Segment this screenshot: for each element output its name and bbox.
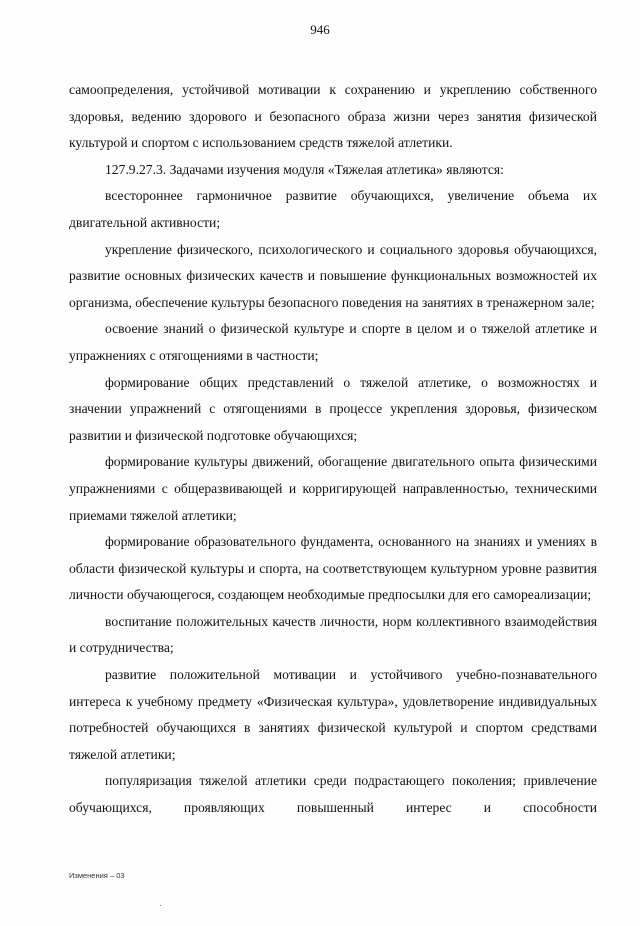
paragraph-task-6: формирование образовательного фундамента, основанного на знаниях и умениях в области физической культуры и спорта, на соответствующем культурном уровне развития личности обучающегося, создающем необходимые предпосылки для его самореализации;	[69, 534, 597, 603]
paragraph-tasks-heading: 127.9.27.3. Задачами изучения модуля «Тяжелая атлетика» являются:	[105, 161, 504, 177]
paragraph-task-8: развитие положительной мотивации и устойчивого учебно-познавательного интереса к учебному предмету «Физическая культура», удовлетворение индивидуальных потребностей обучающихся в занятиях физической культурой и спортом средствами тяжелой атлетики;	[69, 667, 597, 762]
scan-speck	[160, 905, 161, 906]
document-body	[69, 77, 597, 822]
footer-revision-note: Изменения – 03	[69, 871, 125, 880]
paragraph-task-4: формирование общих представлений о тяжелой атлетике, о возможностях и значении упражнений с отягощениями в процессе укрепления здоровья, физическом развитии и физической подготовке обучающихся;	[69, 374, 597, 443]
paragraph-task-2: укрепление физического, психологического и социального здоровья обучающихся, развитие основных физических качеств и повышение функциональных возможностей их организма, обеспечение культуры безопасного поведения на занятиях в тренажерном зале;	[69, 241, 597, 310]
paragraph-task-7: воспитание положительных качеств личности, норм коллективного взаимодействия и сотрудничества;	[69, 613, 597, 656]
page-number: 946	[310, 22, 330, 37]
paragraph-task-1: всестороннее гармоничное развитие обучающихся, увеличение объема их двигательной активности;	[69, 188, 597, 230]
paragraph-task-5: формирование культуры движений, обогащение двигательного опыта физическими упражнениями с общеразвивающей и корригирующей направленностью, техническими приемами тяжелой атлетики;	[69, 454, 597, 523]
paragraph-intro: самоопределения, устойчивой мотивации к сохранению и укреплению собственного здоровья, ведению здорового и безопасного образа жизни через занятия физической культурой и спортом с использованием средств тяжелой атлетики.	[69, 82, 597, 151]
paragraph-task-9: популяризация тяжелой атлетики среди подрастающего поколения; привлечение обучающихся, проявляющих повышенный интерес и способности	[69, 773, 597, 816]
paragraph-task-3: освоение знаний о физической культуре и спорте в целом и о тяжелой атлетике и упражнениях с отягощениями в частности;	[69, 321, 597, 363]
